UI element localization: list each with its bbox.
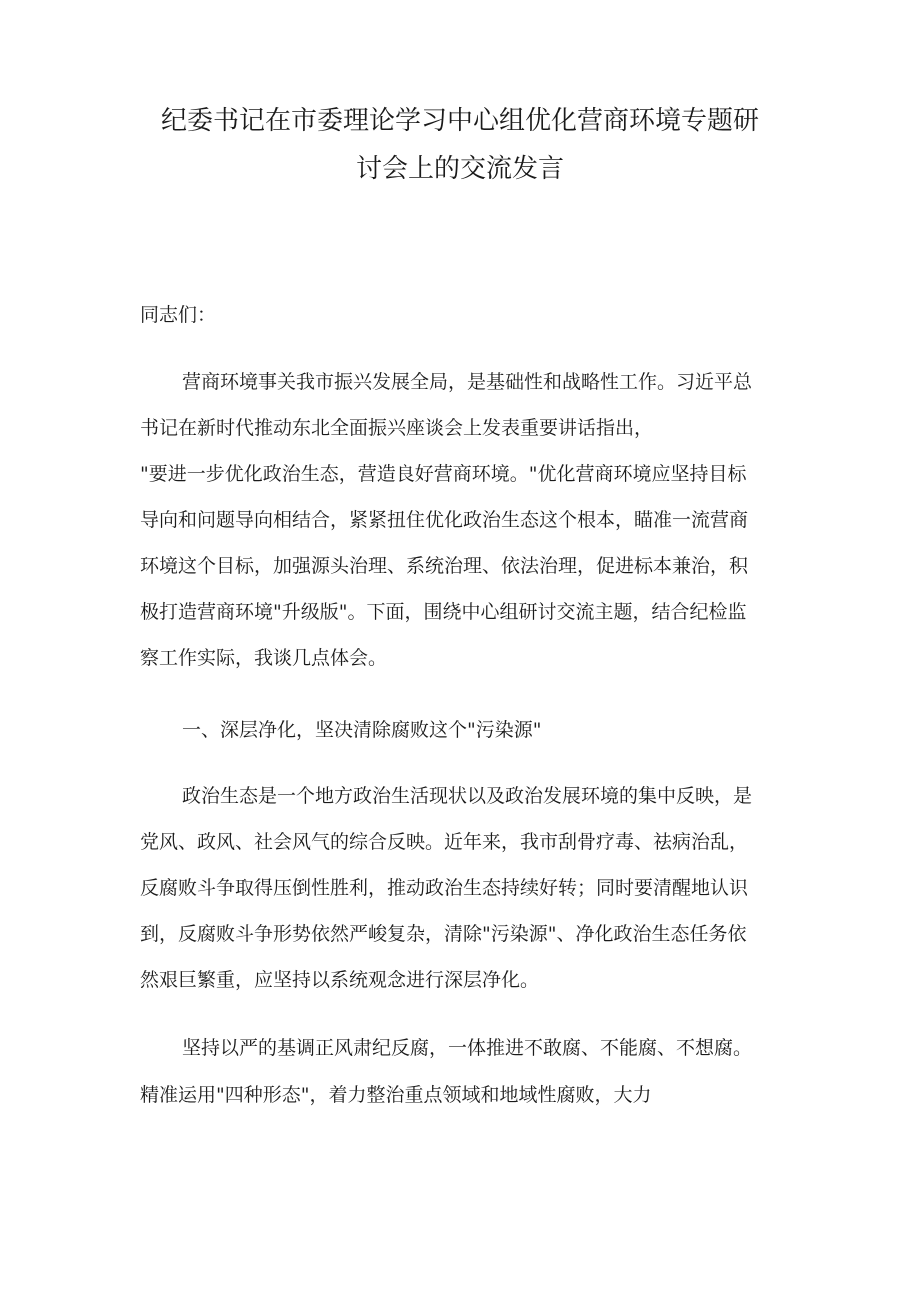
paragraph-2-line-5: 然艰巨繁重，应坚持以系统观念进行深层净化。: [140, 969, 540, 991]
paragraph-1-line-2: 书记在新时代推动东北全面振兴座谈会上发表重要讲话指出，: [140, 417, 654, 439]
paragraph-2-line-3: 反腐败斗争取得压倒性胜利，推动政治生态持续好转；同时要清醒地认识: [140, 877, 749, 899]
paragraph-1-line-6: 极打造营商环境"升级版"。下面，围绕中心组研讨交流主题，结合纪检监: [140, 601, 747, 623]
paragraph-1-line-3: "要进一步优化政治生态，营造良好营商环境。"优化营商环境应坚持目标: [140, 463, 747, 485]
document-title-line-1: 纪委书记在市委理论学习中心组优化营商环境专题研: [160, 106, 759, 136]
paragraph-2-line-2: 党风、政风、社会风气的综合反映。近年来，我市刮骨疗毒、祛病治乱，: [140, 831, 749, 853]
section-heading-1: 一、深层净化，坚决清除腐败这个"污染源": [182, 719, 542, 741]
paragraph-3-line-2: 精准运用"四种形态"，着力整治重点领域和地域性腐败，大力: [140, 1084, 652, 1106]
paragraph-2-line-4: 到，反腐败斗争形势依然严峻复杂，清除"污染源"、净化政治生态任务依: [140, 923, 747, 945]
paragraph-3-line-1: 坚持以严的基调正风肃纪反腐，一体推进不敢腐、不能腐、不想腐。: [182, 1037, 753, 1059]
paragraph-1-line-5: 环境这个目标，加强源头治理、系统治理、依法治理，促进标本兼治，积: [140, 555, 749, 577]
paragraph-2-line-1: 政治生态是一个地方政治生活现状以及政治发展环境的集中反映，是: [182, 785, 753, 807]
document-title-line-2: 讨会上的交流发言: [355, 154, 564, 184]
paragraph-1-line-7: 察工作实际，我谈几点体会。: [140, 647, 388, 669]
paragraph-1-line-1: 营商环境事关我市振兴发展全局，是基础性和战略性工作。习近平总: [182, 371, 753, 393]
paragraph-1-line-4: 导向和问题导向相结合，紧紧扭住优化政治生态这个根本，瞄准一流营商: [140, 509, 749, 531]
greeting: 同志们：: [140, 304, 217, 326]
